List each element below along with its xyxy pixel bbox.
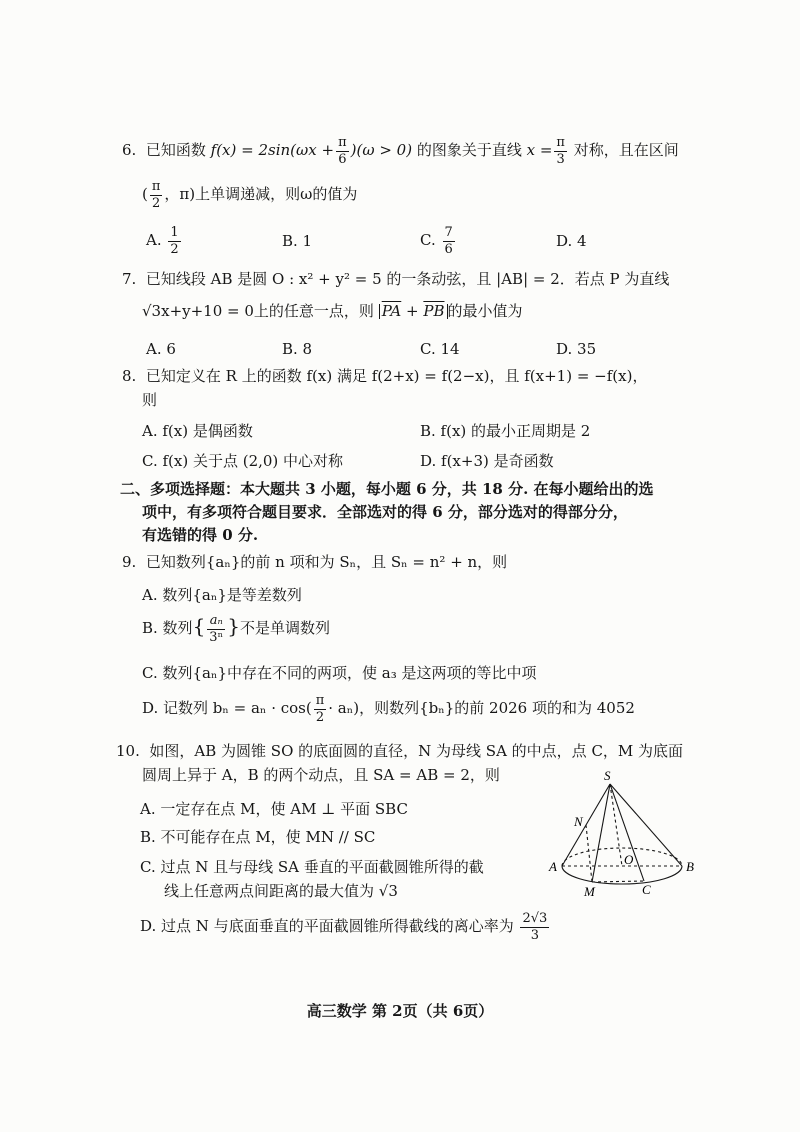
q6-x-eq: x = (526, 141, 553, 160)
q10-option-a: A. 一定存在点 M，使 AM ⊥ 平面 SBC (140, 800, 408, 818)
q10-option-c-line1: C. 过点 N 且与母线 SA 垂直的平面截圆锥所得的截 (140, 858, 484, 876)
q9-line1: 9. 已知数列{aₙ}的前 n 项和为 Sₙ，且 Sₙ = n² + n，则 (122, 553, 508, 571)
q6-text-pre: 已知函数 (145, 141, 206, 160)
q6-frac-pi6: $\frac{\pi}{6}$ (338, 135, 347, 167)
q8-line1-text: 已知定义在 R 上的函数 f(x) 满足 f(2+x) = f(2−x)，且 f(x+1) = −f(x)， (145, 367, 648, 385)
q8-option-a: A. f(x) 是偶函数 (142, 422, 253, 440)
q10-line2: 圆周上异于 A，B 的两个动点，且 SA = AB = 2，则 (142, 766, 500, 784)
q8-option-d: D. f(x+3) 是奇函数 (420, 452, 554, 470)
label-c: C (642, 882, 651, 897)
q10-option-b: B. 不可能存在点 M，使 MN // SC (140, 828, 376, 846)
section2-heading-line2: 项中，有多项符合题目要求．全部选对的得 6 分，部分选对的得部分分， (142, 503, 628, 521)
q9-option-c: C. 数列{aₙ}中存在不同的两项，使 a₃ 是这两项的等比中项 (142, 664, 537, 682)
label-o: O (624, 852, 634, 867)
cone-segment-mc (592, 881, 644, 882)
label-n: N (574, 814, 583, 829)
q7-vector-sum: $\overline{PA} + \overline{PB}$ (379, 304, 448, 319)
q9-option-a: A. 数列{aₙ}是等差数列 (142, 586, 302, 604)
q10-option-d: D. 过点 N 与底面垂直的平面截圆锥所得截线的离心率为 $\frac{2√3}{3}$ (140, 911, 548, 943)
q6-text-end: 对称，且在区间 (573, 141, 679, 160)
q7-option-b: B. 8 (282, 340, 313, 358)
q6-line2-text: ，π)上单调递减，则ω的值为 (164, 185, 358, 204)
cone-segment-mn (586, 825, 592, 882)
q10-line1-text: 如图，AB 为圆锥 SO 的底面圆的直径，N 为母线 SA 的中点，点 C，M 为底面 (149, 742, 684, 760)
q7-option-a: A. 6 (146, 340, 176, 358)
q6-number: 6. (122, 141, 137, 160)
q9-line1-text: 已知数列{aₙ}的前 n 项和为 Sₙ，且 Sₙ = n² + n，则 (145, 553, 508, 571)
q7-line1: 7. 已知线段 AB 是圆 O : x² + y² = 5 的一条动弦，且 |AB| = 2．若点 P 为直线 (122, 270, 670, 288)
q8-option-b: B. f(x) 的最小正周期是 2 (420, 422, 591, 440)
page-footer: 高三数学 第 2页（共 6页） (306, 1002, 494, 1020)
q9-option-d: D. 记数列 bₙ = aₙ · cos( $\frac{\pi}{2}$ · aₙ)，则数列{bₙ}的前 2026 项的和为 4052 (142, 693, 635, 725)
q6-option-b: B. 1 (282, 232, 313, 250)
q7-line2: √3x+y+10 = 0上的任意一点，则 $\overline{PA} + \overline{PB}$ 的最小值为 (142, 302, 523, 320)
q8-option-c: C. f(x) 关于点 (2,0) 中心对称 (142, 452, 344, 470)
label-a: A (549, 859, 557, 874)
cone-figure (540, 770, 710, 910)
q10-option-c-line2: 线上任意两点间距离的最大值为 √3 (164, 882, 398, 900)
label-s: S (604, 770, 611, 783)
label-m: M (584, 884, 595, 899)
q6-frac-pi3: $\frac{\pi}{3}$ (556, 135, 565, 167)
section2-heading-line1: 二、多项选择题：本大题共 3 小题，每小题 6 分，共 18 分. 在每小题给出的选 (120, 480, 654, 498)
q6-option-d: D. 4 (556, 232, 587, 250)
cone-edge-sb (610, 784, 682, 866)
q6-func-a: f(x) = 2sin(ωx + (210, 141, 335, 160)
q6-line1 (122, 136, 679, 166)
q7-option-d: D. 35 (556, 340, 597, 358)
q6-func-b: )(ω > 0) (350, 141, 413, 160)
q7-line1-text: 已知线段 AB 是圆 O : x² + y² = 5 的一条动弦，且 |AB| = 2．若点 P 为直线 (145, 270, 670, 288)
q10-line1: 10. 如图，AB 为圆锥 SO 的底面圆的直径，N 为母线 SA 的中点，点 C，M 为底面 (116, 742, 684, 760)
q7-option-c: C. 14 (420, 340, 460, 358)
q6-frac-pi2: $\frac{\pi}{2}$ (151, 179, 161, 211)
q6-option-a: A. $\frac{1}{2}$ (146, 225, 179, 257)
section2-heading-line3: 有选错的得 0 分. (142, 526, 259, 544)
label-b: B (686, 859, 694, 874)
q9-option-b: B. 数列{ $\frac{\text{aₙ}}{\text{3ⁿ}}$ }不是单调数列 (142, 613, 330, 645)
q8-line1: 8. 已知定义在 R 上的函数 f(x) 满足 f(2+x) = f(2−x)，且 f(x+1) = −f(x)， (122, 367, 648, 385)
q6-option-c: C. $\frac{7}{6}$ (420, 225, 453, 257)
q8-line2: 则 (142, 391, 158, 409)
q6-text-mid: 的图象关于直线 (416, 141, 522, 160)
q6-line2: ( $\frac{\pi}{2}$ ，π)上单调递减，则ω的值为 (142, 179, 358, 211)
